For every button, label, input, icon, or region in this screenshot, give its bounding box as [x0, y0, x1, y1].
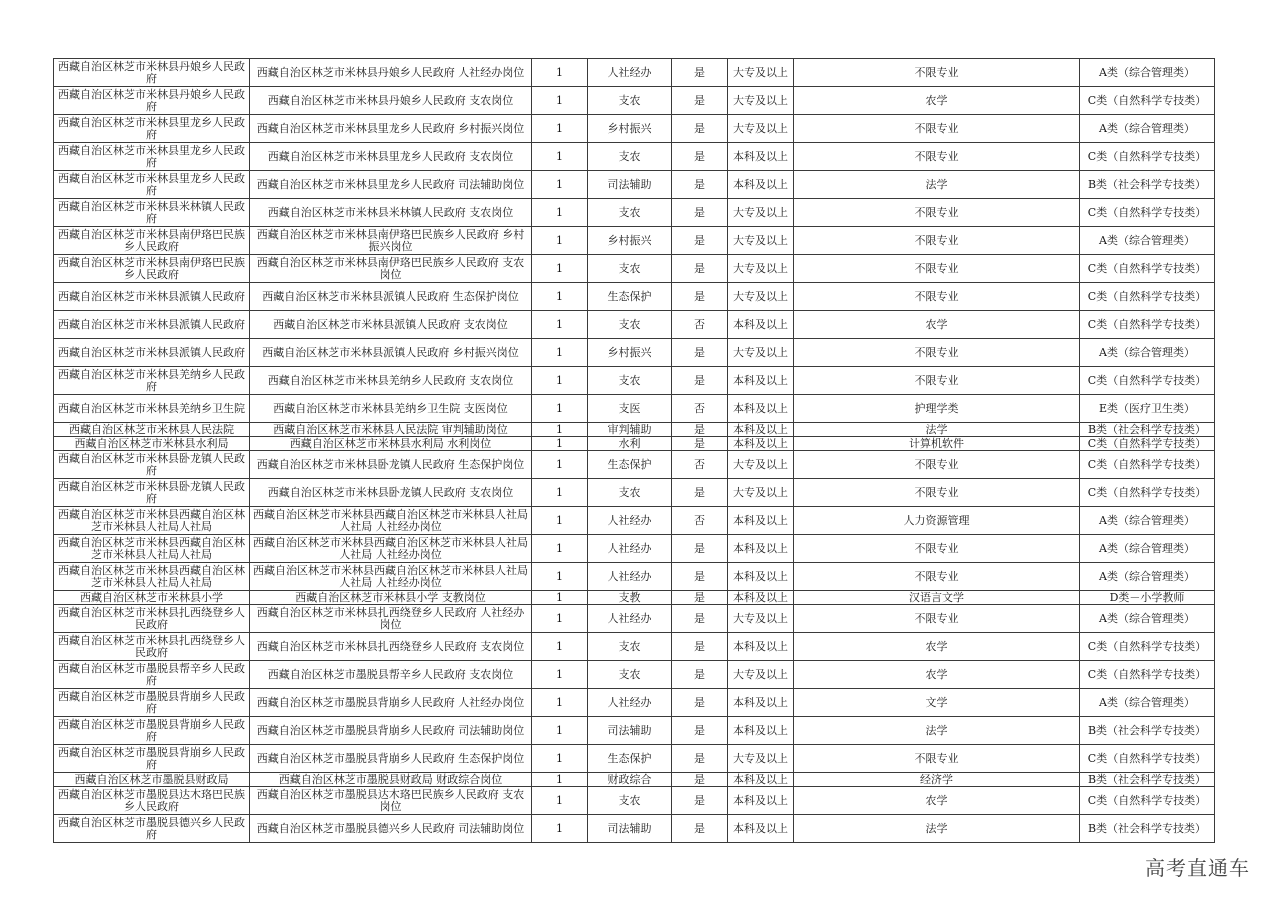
major-cell: 农学	[794, 633, 1080, 661]
category-cell: C类（自然科学专技类）	[1080, 661, 1215, 689]
position-type-cell: 支农	[588, 143, 672, 171]
headcount-cell: 1	[532, 451, 588, 479]
local-only-cell: 是	[672, 661, 728, 689]
position-cell: 西藏自治区林芝市墨脱县德兴乡人民政府 司法辅助岗位	[250, 815, 532, 843]
major-cell: 法学	[794, 815, 1080, 843]
employer-cell: 西藏自治区林芝市米林县小学	[54, 591, 250, 605]
table-row	[54, 283, 1215, 311]
category-cell: C类（自然科学专技类）	[1080, 87, 1215, 115]
table-row	[54, 59, 1215, 87]
education-cell: 大专及以上	[728, 283, 794, 311]
local-only-cell: 否	[672, 451, 728, 479]
position-type-cell: 支农	[588, 787, 672, 815]
headcount-cell: 1	[532, 59, 588, 87]
category-cell: C类（自然科学专技类）	[1080, 283, 1215, 311]
position-cell: 西藏自治区林芝市米林县派镇人民政府 生态保护岗位	[250, 283, 532, 311]
education-cell: 大专及以上	[728, 115, 794, 143]
major-cell: 不限专业	[794, 535, 1080, 563]
headcount-cell: 1	[532, 255, 588, 283]
headcount-cell: 1	[532, 171, 588, 199]
employer-cell: 西藏自治区林芝市米林县扎西绕登乡人民政府	[54, 605, 250, 633]
headcount-cell: 1	[532, 633, 588, 661]
position-cell: 西藏自治区林芝市米林县卧龙镇人民政府 生态保护岗位	[250, 451, 532, 479]
position-type-cell: 支医	[588, 395, 672, 423]
employer-cell: 西藏自治区林芝市米林县卧龙镇人民政府	[54, 479, 250, 507]
education-cell: 本科及以上	[728, 815, 794, 843]
employer-cell: 西藏自治区林芝市米林县羌纳乡卫生院	[54, 395, 250, 423]
position-type-cell: 支农	[588, 311, 672, 339]
position-cell: 西藏自治区林芝市米林县丹娘乡人民政府 人社经办岗位	[250, 59, 532, 87]
education-cell: 大专及以上	[728, 745, 794, 773]
category-cell: C类（自然科学专技类）	[1080, 199, 1215, 227]
category-cell: C类（自然科学专技类）	[1080, 451, 1215, 479]
employer-cell: 西藏自治区林芝市米林县西藏自治区林芝市米林县人社局人社局	[54, 563, 250, 591]
position-cell: 西藏自治区林芝市墨脱县财政局 财政综合岗位	[250, 773, 532, 787]
category-cell: B类（社会科学专技类）	[1080, 423, 1215, 437]
education-cell: 大专及以上	[728, 199, 794, 227]
major-cell: 不限专业	[794, 367, 1080, 395]
position-cell: 西藏自治区林芝市米林县羌纳乡卫生院 支医岗位	[250, 395, 532, 423]
major-cell: 农学	[794, 87, 1080, 115]
category-cell: C类（自然科学专技类）	[1080, 787, 1215, 815]
local-only-cell: 是	[672, 437, 728, 451]
headcount-cell: 1	[532, 143, 588, 171]
local-only-cell: 是	[672, 787, 728, 815]
category-cell: A类（综合管理类）	[1080, 339, 1215, 367]
position-cell: 西藏自治区林芝市墨脱县背崩乡人民政府 司法辅助岗位	[250, 717, 532, 745]
job-listing-table	[53, 58, 1215, 843]
position-cell: 西藏自治区林芝市米林县南伊珞巴民族乡人民政府 乡村振兴岗位	[250, 227, 532, 255]
category-cell: A类（综合管理类）	[1080, 535, 1215, 563]
position-cell: 西藏自治区林芝市米林县西藏自治区林芝市米林县人社局人社局 人社经办岗位	[250, 507, 532, 535]
category-cell: B类（社会科学专技类）	[1080, 717, 1215, 745]
position-type-cell: 生态保护	[588, 745, 672, 773]
category-cell: C类（自然科学专技类）	[1080, 255, 1215, 283]
employer-cell: 西藏自治区林芝市米林县派镇人民政府	[54, 339, 250, 367]
local-only-cell: 是	[672, 143, 728, 171]
employer-cell: 西藏自治区林芝市米林县派镇人民政府	[54, 283, 250, 311]
table-row	[54, 451, 1215, 479]
table-row	[54, 605, 1215, 633]
position-type-cell: 乡村振兴	[588, 339, 672, 367]
headcount-cell: 1	[532, 689, 588, 717]
employer-cell: 西藏自治区林芝市米林县水利局	[54, 437, 250, 451]
major-cell: 经济学	[794, 773, 1080, 787]
major-cell: 文学	[794, 689, 1080, 717]
position-cell: 西藏自治区林芝市米林县西藏自治区林芝市米林县人社局人社局 人社经办岗位	[250, 563, 532, 591]
major-cell: 护理学类	[794, 395, 1080, 423]
employer-cell: 西藏自治区林芝市米林县米林镇人民政府	[54, 199, 250, 227]
table-row	[54, 479, 1215, 507]
headcount-cell: 1	[532, 787, 588, 815]
local-only-cell: 是	[672, 227, 728, 255]
education-cell: 大专及以上	[728, 59, 794, 87]
headcount-cell: 1	[532, 591, 588, 605]
employer-cell: 西藏自治区林芝市墨脱县财政局	[54, 773, 250, 787]
education-cell: 本科及以上	[728, 773, 794, 787]
category-cell: B类（社会科学专技类）	[1080, 815, 1215, 843]
education-cell: 大专及以上	[728, 255, 794, 283]
major-cell: 不限专业	[794, 605, 1080, 633]
category-cell: A类（综合管理类）	[1080, 507, 1215, 535]
table-row	[54, 171, 1215, 199]
education-cell: 本科及以上	[728, 717, 794, 745]
table-row	[54, 745, 1215, 773]
local-only-cell: 是	[672, 745, 728, 773]
employer-cell: 西藏自治区林芝市米林县西藏自治区林芝市米林县人社局人社局	[54, 507, 250, 535]
position-cell: 西藏自治区林芝市米林县扎西绕登乡人民政府 支农岗位	[250, 633, 532, 661]
headcount-cell: 1	[532, 745, 588, 773]
category-cell: C类（自然科学专技类）	[1080, 311, 1215, 339]
major-cell: 农学	[794, 661, 1080, 689]
table-row	[54, 535, 1215, 563]
local-only-cell: 是	[672, 591, 728, 605]
employer-cell: 西藏自治区林芝市米林县丹娘乡人民政府	[54, 59, 250, 87]
local-only-cell: 是	[672, 689, 728, 717]
local-only-cell: 是	[672, 59, 728, 87]
position-type-cell: 人社经办	[588, 59, 672, 87]
employer-cell: 西藏自治区林芝市墨脱县达木珞巴民族乡人民政府	[54, 787, 250, 815]
local-only-cell: 是	[672, 283, 728, 311]
major-cell: 法学	[794, 717, 1080, 745]
headcount-cell: 1	[532, 423, 588, 437]
education-cell: 本科及以上	[728, 395, 794, 423]
headcount-cell: 1	[532, 507, 588, 535]
position-cell: 西藏自治区林芝市米林县里龙乡人民政府 乡村振兴岗位	[250, 115, 532, 143]
local-only-cell: 否	[672, 395, 728, 423]
headcount-cell: 1	[532, 283, 588, 311]
position-type-cell: 支教	[588, 591, 672, 605]
table-row	[54, 87, 1215, 115]
education-cell: 大专及以上	[728, 451, 794, 479]
category-cell: A类（综合管理类）	[1080, 115, 1215, 143]
headcount-cell: 1	[532, 717, 588, 745]
headcount-cell: 1	[532, 115, 588, 143]
table-row	[54, 815, 1215, 843]
local-only-cell: 是	[672, 115, 728, 143]
category-cell: E类（医疗卫生类）	[1080, 395, 1215, 423]
education-cell: 大专及以上	[728, 87, 794, 115]
category-cell: B类（社会科学专技类）	[1080, 773, 1215, 787]
position-cell: 西藏自治区林芝市米林县派镇人民政府 支农岗位	[250, 311, 532, 339]
local-only-cell: 是	[672, 339, 728, 367]
position-type-cell: 司法辅助	[588, 717, 672, 745]
watermark: 高考直通车	[1145, 856, 1250, 880]
table-row	[54, 311, 1215, 339]
local-only-cell: 是	[672, 87, 728, 115]
table-row	[54, 591, 1215, 605]
major-cell: 不限专业	[794, 563, 1080, 591]
education-cell: 本科及以上	[728, 689, 794, 717]
education-cell: 本科及以上	[728, 367, 794, 395]
employer-cell: 西藏自治区林芝市米林县羌纳乡人民政府	[54, 367, 250, 395]
local-only-cell: 是	[672, 479, 728, 507]
education-cell: 大专及以上	[728, 479, 794, 507]
headcount-cell: 1	[532, 339, 588, 367]
major-cell: 不限专业	[794, 339, 1080, 367]
employer-cell: 西藏自治区林芝市墨脱县帮辛乡人民政府	[54, 661, 250, 689]
headcount-cell: 1	[532, 199, 588, 227]
education-cell: 本科及以上	[728, 437, 794, 451]
employer-cell: 西藏自治区林芝市米林县派镇人民政府	[54, 311, 250, 339]
table-row	[54, 395, 1215, 423]
table-row	[54, 773, 1215, 787]
local-only-cell: 是	[672, 633, 728, 661]
category-cell: A类（综合管理类）	[1080, 227, 1215, 255]
table-row	[54, 563, 1215, 591]
education-cell: 本科及以上	[728, 563, 794, 591]
local-only-cell: 是	[672, 773, 728, 787]
major-cell: 不限专业	[794, 115, 1080, 143]
local-only-cell: 否	[672, 311, 728, 339]
employer-cell: 西藏自治区林芝市米林县扎西绕登乡人民政府	[54, 633, 250, 661]
headcount-cell: 1	[532, 479, 588, 507]
position-cell: 西藏自治区林芝市米林县羌纳乡人民政府 支农岗位	[250, 367, 532, 395]
table-row	[54, 423, 1215, 437]
major-cell: 不限专业	[794, 283, 1080, 311]
position-cell: 西藏自治区林芝市米林县南伊珞巴民族乡人民政府 支农岗位	[250, 255, 532, 283]
employer-cell: 西藏自治区林芝市米林县南伊珞巴民族乡人民政府	[54, 227, 250, 255]
position-type-cell: 人社经办	[588, 563, 672, 591]
table-row	[54, 367, 1215, 395]
local-only-cell: 是	[672, 255, 728, 283]
headcount-cell: 1	[532, 773, 588, 787]
category-cell: C类（自然科学专技类）	[1080, 367, 1215, 395]
education-cell: 大专及以上	[728, 227, 794, 255]
employer-cell: 西藏自治区林芝市米林县南伊珞巴民族乡人民政府	[54, 255, 250, 283]
position-type-cell: 司法辅助	[588, 171, 672, 199]
position-cell: 西藏自治区林芝市米林县小学 支教岗位	[250, 591, 532, 605]
position-cell: 西藏自治区林芝市墨脱县背崩乡人民政府 人社经办岗位	[250, 689, 532, 717]
employer-cell: 西藏自治区林芝市米林县西藏自治区林芝市米林县人社局人社局	[54, 535, 250, 563]
position-cell: 西藏自治区林芝市米林县丹娘乡人民政府 支农岗位	[250, 87, 532, 115]
position-type-cell: 支农	[588, 255, 672, 283]
position-type-cell: 支农	[588, 367, 672, 395]
position-type-cell: 生态保护	[588, 283, 672, 311]
position-cell: 西藏自治区林芝市米林县里龙乡人民政府 司法辅助岗位	[250, 171, 532, 199]
major-cell: 汉语言文学	[794, 591, 1080, 605]
education-cell: 大专及以上	[728, 605, 794, 633]
table-row	[54, 339, 1215, 367]
category-cell: C类（自然科学专技类）	[1080, 437, 1215, 451]
category-cell: A类（综合管理类）	[1080, 59, 1215, 87]
headcount-cell: 1	[532, 367, 588, 395]
major-cell: 不限专业	[794, 745, 1080, 773]
local-only-cell: 是	[672, 367, 728, 395]
local-only-cell: 是	[672, 717, 728, 745]
position-type-cell: 乡村振兴	[588, 227, 672, 255]
employer-cell: 西藏自治区林芝市米林县里龙乡人民政府	[54, 143, 250, 171]
position-cell: 西藏自治区林芝市米林县扎西绕登乡人民政府 人社经办岗位	[250, 605, 532, 633]
position-type-cell: 支农	[588, 479, 672, 507]
education-cell: 本科及以上	[728, 507, 794, 535]
local-only-cell: 是	[672, 535, 728, 563]
education-cell: 本科及以上	[728, 535, 794, 563]
local-only-cell: 否	[672, 507, 728, 535]
position-type-cell: 生态保护	[588, 451, 672, 479]
local-only-cell: 是	[672, 171, 728, 199]
table-row	[54, 115, 1215, 143]
position-cell: 西藏自治区林芝市墨脱县帮辛乡人民政府 支农岗位	[250, 661, 532, 689]
headcount-cell: 1	[532, 815, 588, 843]
headcount-cell: 1	[532, 311, 588, 339]
table-row	[54, 689, 1215, 717]
employer-cell: 西藏自治区林芝市墨脱县背崩乡人民政府	[54, 689, 250, 717]
employer-cell: 西藏自治区林芝市米林县里龙乡人民政府	[54, 115, 250, 143]
education-cell: 本科及以上	[728, 423, 794, 437]
headcount-cell: 1	[532, 605, 588, 633]
position-type-cell: 水利	[588, 437, 672, 451]
position-type-cell: 支农	[588, 87, 672, 115]
major-cell: 不限专业	[794, 451, 1080, 479]
position-type-cell: 司法辅助	[588, 815, 672, 843]
education-cell: 本科及以上	[728, 171, 794, 199]
headcount-cell: 1	[532, 395, 588, 423]
local-only-cell: 是	[672, 199, 728, 227]
table-row	[54, 255, 1215, 283]
position-type-cell: 人社经办	[588, 689, 672, 717]
education-cell: 本科及以上	[728, 633, 794, 661]
table-row	[54, 507, 1215, 535]
category-cell: A类（综合管理类）	[1080, 689, 1215, 717]
education-cell: 本科及以上	[728, 591, 794, 605]
category-cell: B类（社会科学专技类）	[1080, 171, 1215, 199]
position-type-cell: 人社经办	[588, 535, 672, 563]
category-cell: A类（综合管理类）	[1080, 605, 1215, 633]
position-cell: 西藏自治区林芝市米林县人民法院 审判辅助岗位	[250, 423, 532, 437]
position-type-cell: 支农	[588, 633, 672, 661]
major-cell: 法学	[794, 423, 1080, 437]
employer-cell: 西藏自治区林芝市米林县丹娘乡人民政府	[54, 87, 250, 115]
position-cell: 西藏自治区林芝市墨脱县达木珞巴民族乡人民政府 支农岗位	[250, 787, 532, 815]
position-type-cell: 乡村振兴	[588, 115, 672, 143]
major-cell: 农学	[794, 311, 1080, 339]
position-cell: 西藏自治区林芝市米林县米林镇人民政府 支农岗位	[250, 199, 532, 227]
major-cell: 不限专业	[794, 227, 1080, 255]
headcount-cell: 1	[532, 437, 588, 451]
major-cell: 不限专业	[794, 479, 1080, 507]
employer-cell: 西藏自治区林芝市墨脱县背崩乡人民政府	[54, 717, 250, 745]
headcount-cell: 1	[532, 227, 588, 255]
employer-cell: 西藏自治区林芝市米林县卧龙镇人民政府	[54, 451, 250, 479]
position-type-cell: 支农	[588, 199, 672, 227]
major-cell: 计算机软件	[794, 437, 1080, 451]
position-cell: 西藏自治区林芝市米林县派镇人民政府 乡村振兴岗位	[250, 339, 532, 367]
table-row	[54, 227, 1215, 255]
education-cell: 本科及以上	[728, 311, 794, 339]
table-row	[54, 199, 1215, 227]
employer-cell: 西藏自治区林芝市米林县里龙乡人民政府	[54, 171, 250, 199]
category-cell: C类（自然科学专技类）	[1080, 745, 1215, 773]
employer-cell: 西藏自治区林芝市墨脱县背崩乡人民政府	[54, 745, 250, 773]
employer-cell: 西藏自治区林芝市墨脱县德兴乡人民政府	[54, 815, 250, 843]
position-cell: 西藏自治区林芝市米林县水利局 水利岗位	[250, 437, 532, 451]
local-only-cell: 是	[672, 605, 728, 633]
table-row	[54, 143, 1215, 171]
education-cell: 本科及以上	[728, 787, 794, 815]
education-cell: 大专及以上	[728, 339, 794, 367]
education-cell: 本科及以上	[728, 143, 794, 171]
education-cell: 大专及以上	[728, 661, 794, 689]
headcount-cell: 1	[532, 87, 588, 115]
position-cell: 西藏自治区林芝市米林县卧龙镇人民政府 支农岗位	[250, 479, 532, 507]
position-cell: 西藏自治区林芝市米林县里龙乡人民政府 支农岗位	[250, 143, 532, 171]
local-only-cell: 是	[672, 563, 728, 591]
position-type-cell: 财政综合	[588, 773, 672, 787]
category-cell: C类（自然科学专技类）	[1080, 143, 1215, 171]
employer-cell: 西藏自治区林芝市米林县人民法院	[54, 423, 250, 437]
headcount-cell: 1	[532, 563, 588, 591]
table-row	[54, 661, 1215, 689]
category-cell: A类（综合管理类）	[1080, 563, 1215, 591]
position-type-cell: 支农	[588, 661, 672, 689]
position-type-cell: 人社经办	[588, 507, 672, 535]
major-cell: 不限专业	[794, 59, 1080, 87]
major-cell: 人力资源管理	[794, 507, 1080, 535]
major-cell: 农学	[794, 787, 1080, 815]
table-row	[54, 787, 1215, 815]
headcount-cell: 1	[532, 535, 588, 563]
table-row	[54, 717, 1215, 745]
category-cell: C类（自然科学专技类）	[1080, 479, 1215, 507]
headcount-cell: 1	[532, 661, 588, 689]
major-cell: 不限专业	[794, 255, 1080, 283]
major-cell: 不限专业	[794, 143, 1080, 171]
local-only-cell: 是	[672, 815, 728, 843]
position-type-cell: 审判辅助	[588, 423, 672, 437]
category-cell: D类－小学教师	[1080, 591, 1215, 605]
position-type-cell: 人社经办	[588, 605, 672, 633]
major-cell: 法学	[794, 171, 1080, 199]
local-only-cell: 是	[672, 423, 728, 437]
position-cell: 西藏自治区林芝市米林县西藏自治区林芝市米林县人社局人社局 人社经办岗位	[250, 535, 532, 563]
position-cell: 西藏自治区林芝市墨脱县背崩乡人民政府 生态保护岗位	[250, 745, 532, 773]
major-cell: 不限专业	[794, 199, 1080, 227]
table-row	[54, 633, 1215, 661]
category-cell: C类（自然科学专技类）	[1080, 633, 1215, 661]
table-row	[54, 437, 1215, 451]
